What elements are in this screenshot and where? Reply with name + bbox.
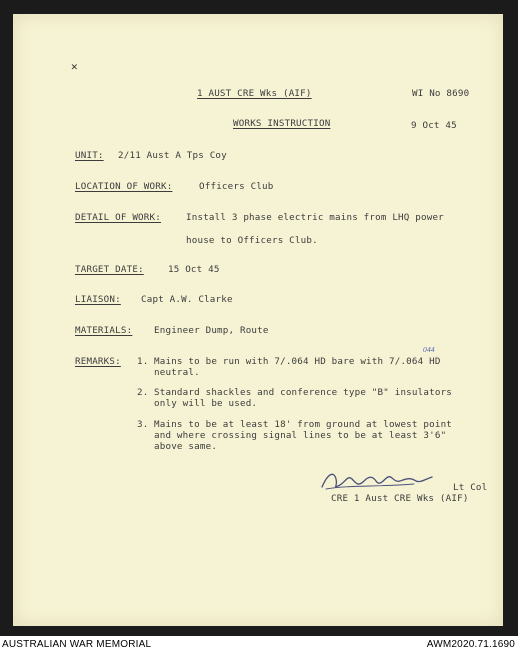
handwritten-signature — [318, 467, 436, 493]
unit-value: 2/11 Aust A Tps Coy — [118, 150, 227, 161]
handwritten-correction: 044 — [423, 345, 435, 354]
remark-3-line-1: Mains to be at least 18' from ground at lowest point — [154, 419, 453, 430]
detail-line-1: Install 3 phase electric mains from LHQ power — [186, 212, 444, 223]
unit-heading: 1 AUST CRE Wks (AIF) — [197, 88, 312, 99]
remark-number: 2. — [137, 387, 149, 398]
target-date-value: 15 Oct 45 — [168, 264, 220, 275]
liaison-label: LIAISON: — [75, 294, 121, 305]
signatory-rank: Lt Col — [453, 482, 488, 493]
remark-3-line-2: and where crossing signal lines to be at least 3'6" — [154, 430, 447, 441]
document-title: WORKS INSTRUCTION — [233, 118, 331, 129]
remark-1-line-2: neutral. — [154, 367, 200, 378]
document-page — [13, 14, 503, 626]
location-label: LOCATION OF WORK: — [75, 181, 173, 192]
liaison-value: Capt A.W. Clarke — [141, 294, 233, 305]
stray-mark: ✕ — [71, 60, 78, 73]
detail-label: DETAIL OF WORK: — [75, 212, 161, 223]
unit-label: UNIT: — [75, 150, 104, 161]
remark-number: 1. — [137, 356, 149, 367]
remark-1-line-1: Mains to be run with 7/.064 HD bare with 7/.064 HD — [154, 356, 441, 367]
materials-value: Engineer Dump, Route — [154, 325, 269, 336]
target-date-label: TARGET DATE: — [75, 264, 144, 275]
remarks-label: REMARKS: — [75, 356, 121, 367]
remark-3-line-3: above same. — [154, 441, 218, 452]
detail-line-2: house to Officers Club. — [186, 235, 318, 246]
remark-2-line-1: Standard shackles and conference type "B" insulators — [154, 387, 453, 398]
remark-number: 3. — [137, 419, 149, 430]
location-value: Officers Club — [199, 181, 274, 192]
remark-2-line-2: only will be used. — [154, 398, 258, 409]
footer-accession-number: AWM2020.71.1690 — [426, 639, 515, 650]
signatory-title: CRE 1 Aust CRE Wks (AIF) — [331, 493, 469, 504]
wi-number: WI No 8690 — [412, 88, 470, 99]
footer-source: AUSTRALIAN WAR MEMORIAL — [2, 639, 152, 650]
document-date: 9 Oct 45 — [411, 120, 457, 131]
materials-label: MATERIALS: — [75, 325, 133, 336]
